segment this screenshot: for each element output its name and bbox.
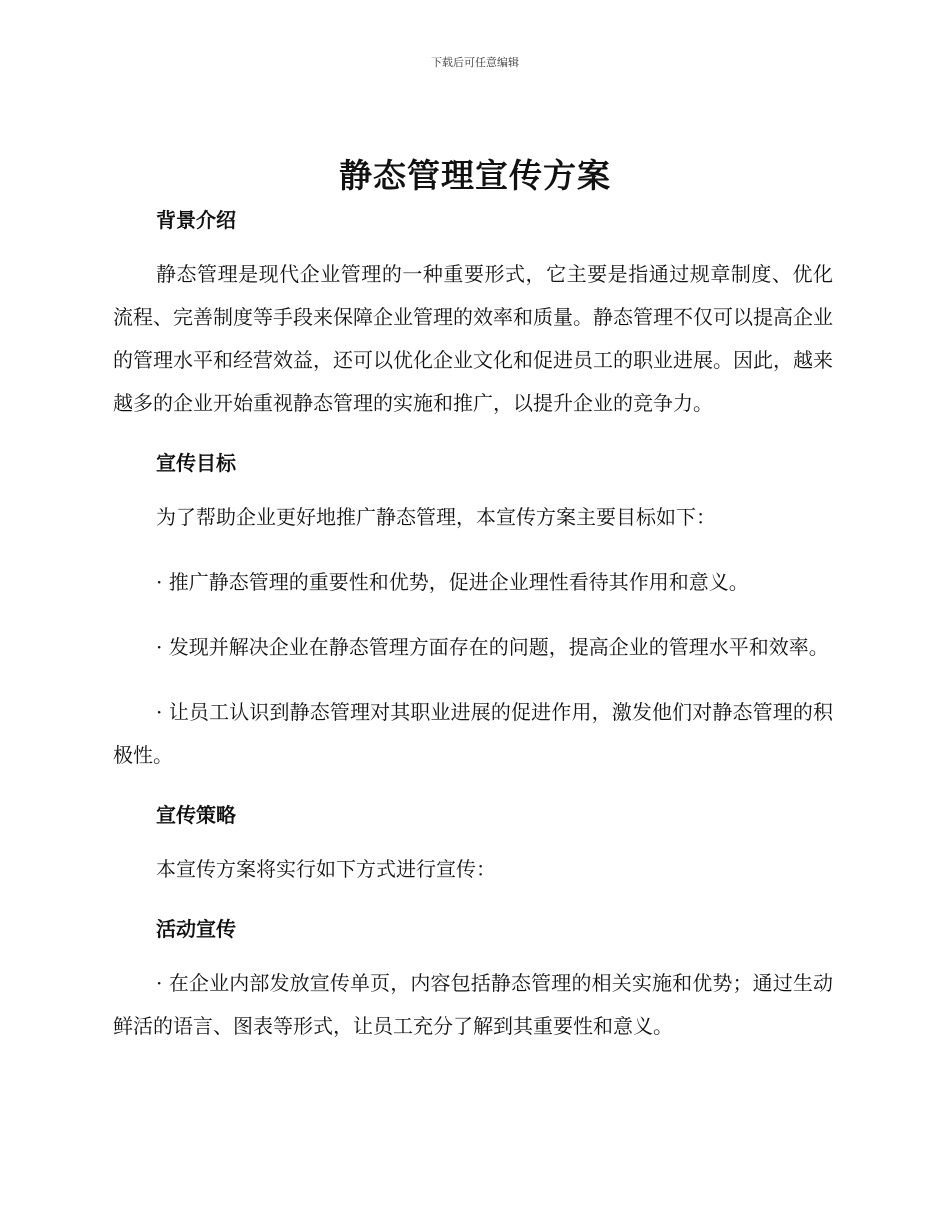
header-note: 下载后可任意编辑: [431, 56, 519, 69]
document-title: 静态管理宣传方案: [339, 156, 611, 195]
document-body: [113, 204, 833, 1048]
list-item-goal-3: · 让员工认识到静态管理对其职业进展的促进作用，激发他们对静态管理的积极性。: [113, 700, 833, 767]
paragraph-strategy-intro: 本宣传方案将实行如下方式进行宣传：: [156, 857, 496, 881]
section-heading-activity: 活动宣传: [156, 917, 236, 941]
list-item-goal-2: · 发现并解决企业在静态管理方面存在的问题，提高企业的管理水平和效率。: [156, 635, 829, 659]
paragraph-goals-intro: 为了帮助企业更好地推广静态管理，本宣传方案主要目标如下：: [156, 505, 716, 529]
list-item-goal-1: · 推广静态管理的重要性和优势，促进企业理性看待其作用和意义。: [156, 570, 749, 594]
paragraph-background: 静态管理是现代企业管理的一种重要形式，它主要是指通过规章制度、优化流程、完善制度等手段来保障企业管理的效率和质量。静态管理不仅可以提高企业的管理水平和经营效益，还可以优化企业文化和促进员工的职业进展。因此，越来越多的企业开始重视静态管理的实施和推广，以提升企业的竞争力。: [113, 262, 833, 415]
section-heading-background: 背景介绍: [156, 208, 236, 232]
section-heading-goals: 宣传目标: [156, 451, 236, 475]
list-item-activity-1: · 在企业内部发放宣传单页，内容包括静态管理的相关实施和优势；通过生动鲜活的语言、图表等形式，让员工充分了解到其重要性和意义。: [113, 971, 833, 1038]
section-heading-strategy: 宣传策略: [156, 803, 236, 827]
